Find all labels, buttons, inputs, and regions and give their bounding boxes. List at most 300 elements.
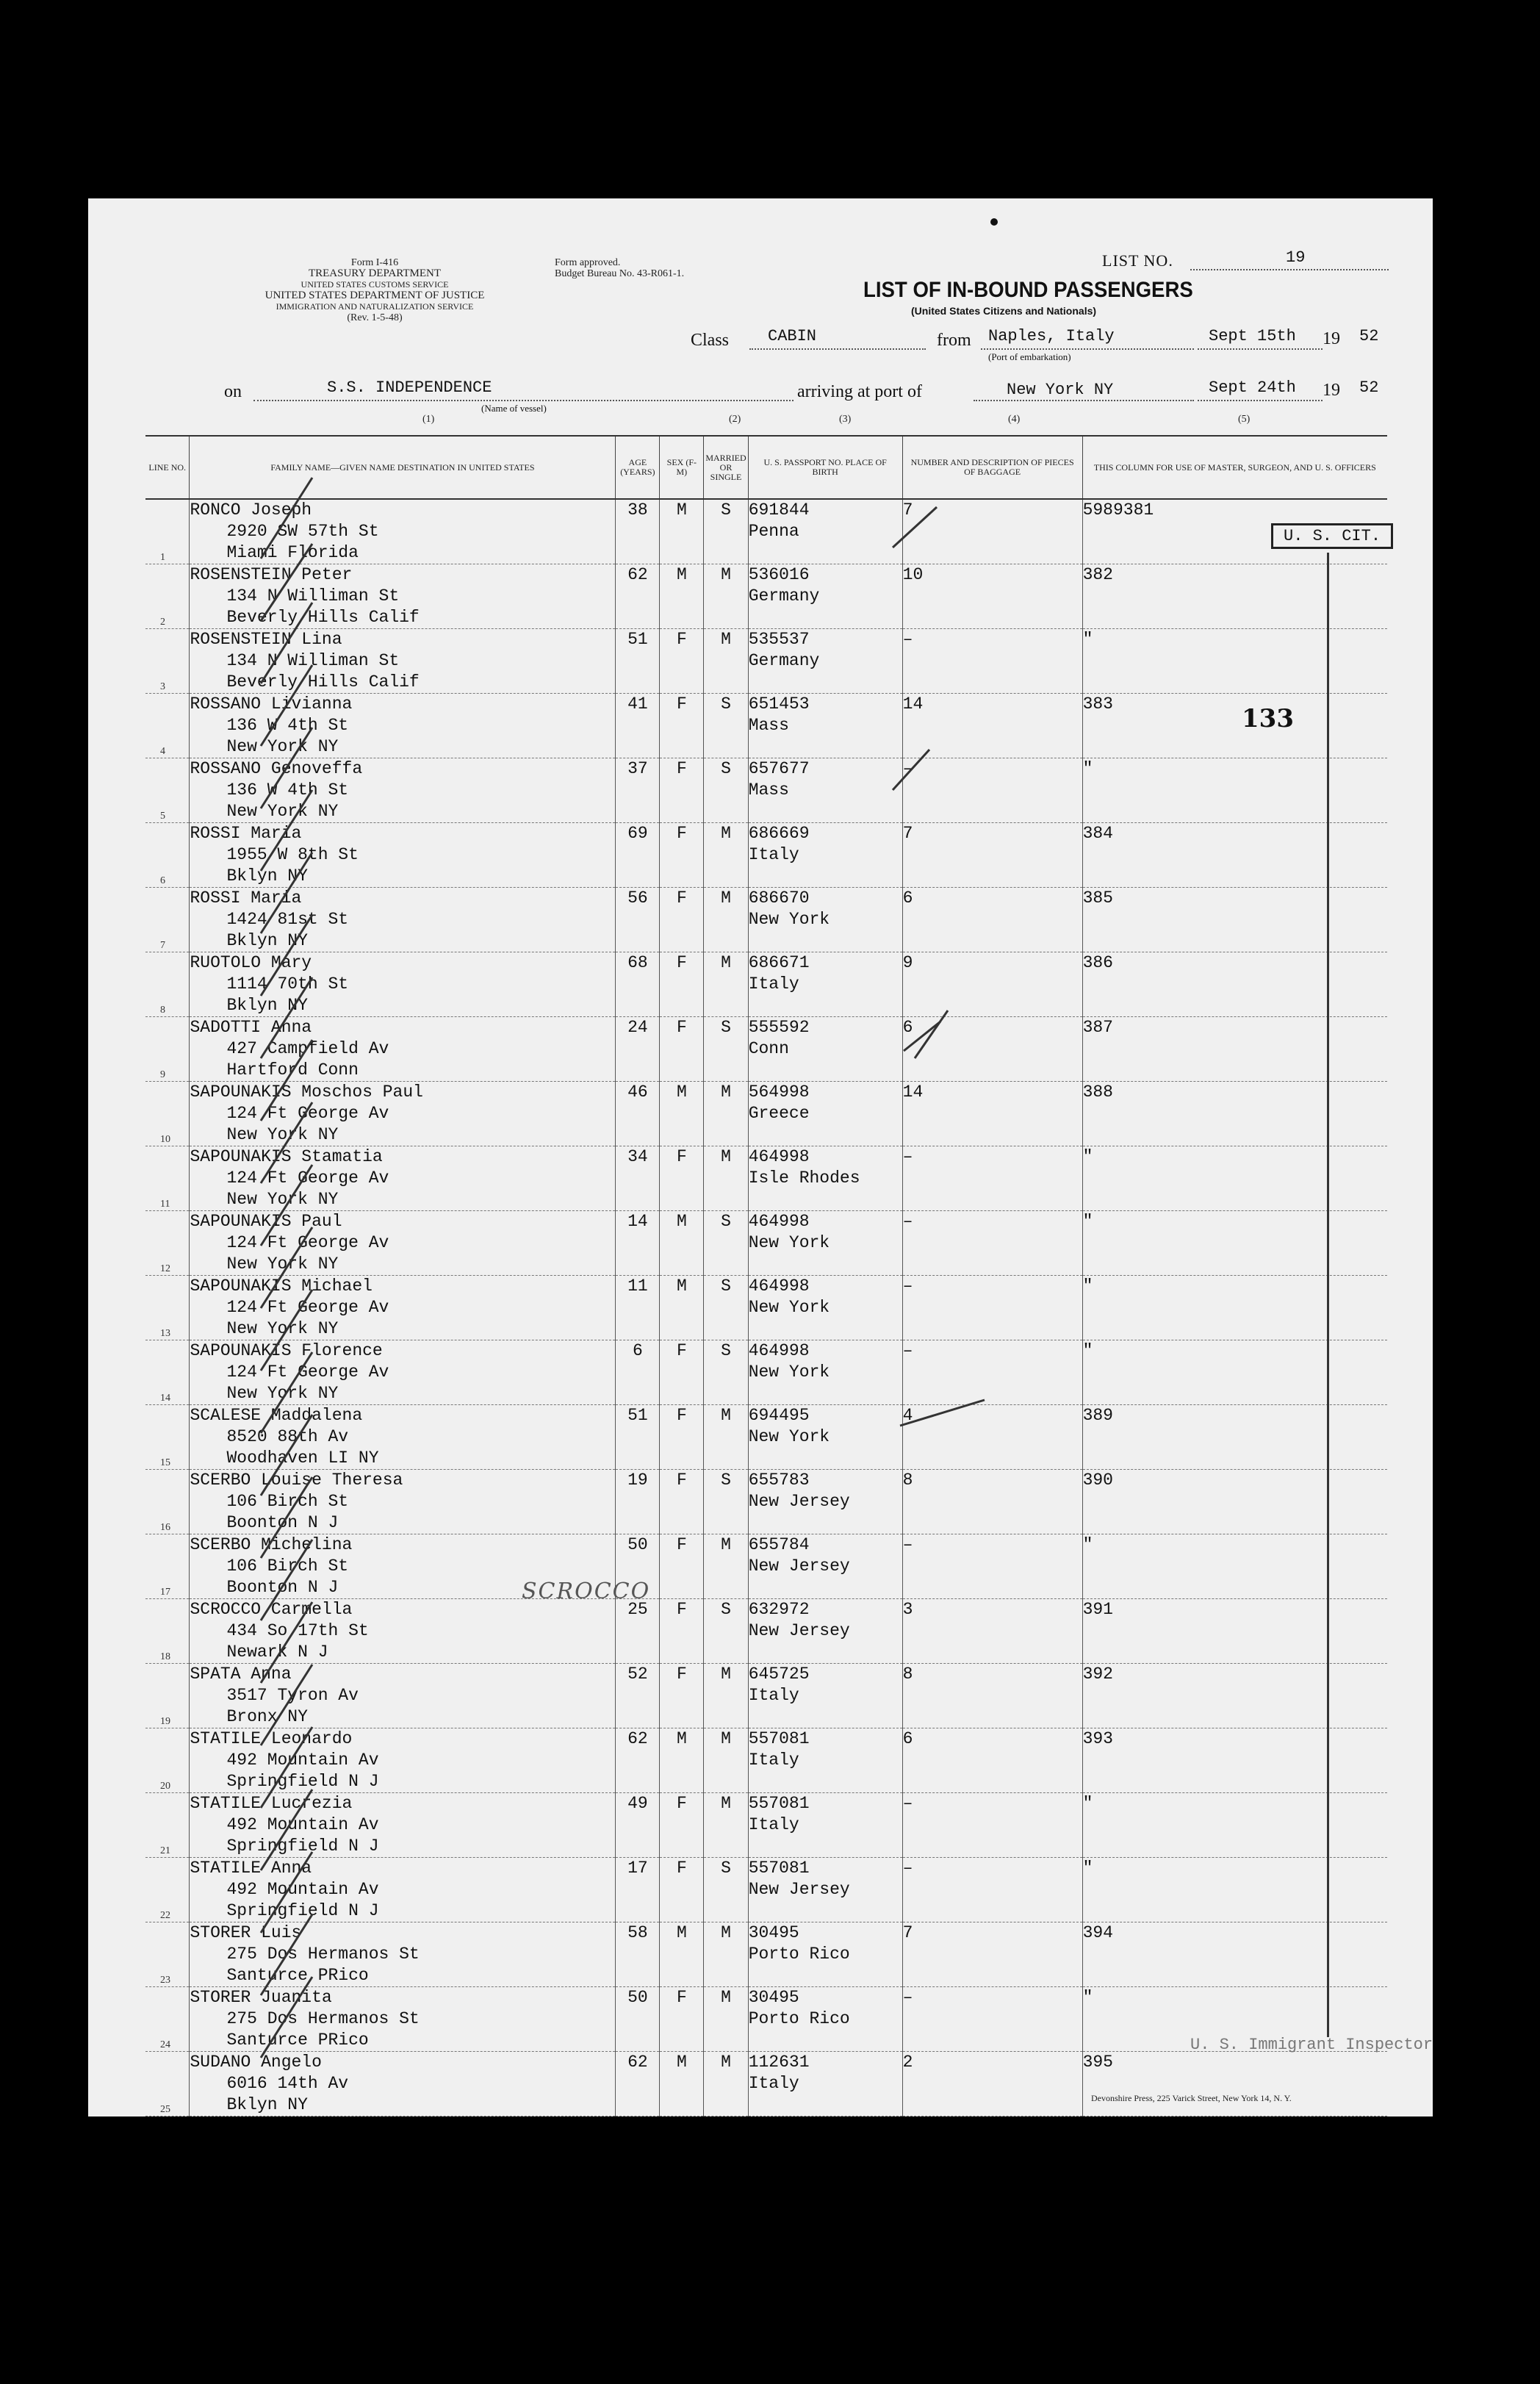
address-city: Springfield N J bbox=[226, 1772, 379, 1791]
baggage-cell: – bbox=[902, 758, 1082, 823]
arriving-label: arriving at port of bbox=[797, 382, 922, 401]
officer-cell: " bbox=[1082, 1534, 1387, 1599]
dept-customs: UNITED STATES CUSTOMS SERVICE bbox=[301, 279, 449, 290]
address-city: Santurce PRico bbox=[226, 1966, 369, 1985]
address-city: Springfield N J bbox=[226, 1901, 379, 1920]
baggage-cell: – bbox=[902, 1340, 1082, 1405]
officer-cell: 393 bbox=[1082, 1728, 1387, 1793]
age-cell: 6 bbox=[616, 1340, 660, 1405]
line-number-text: 2 bbox=[160, 617, 165, 628]
baggage-cell: 2 bbox=[902, 2052, 1082, 2116]
address-street: 134 N Williman St bbox=[226, 586, 400, 606]
passport-number: 30495 bbox=[748, 1923, 799, 1942]
line-number-text: 18 bbox=[160, 1651, 170, 1662]
sex-cell: M bbox=[660, 1082, 704, 1146]
baggage-cell: 6 bbox=[902, 1728, 1082, 1793]
sex-cell: M bbox=[660, 564, 704, 629]
line-number-text: 22 bbox=[160, 1910, 170, 1921]
from-label: from bbox=[937, 331, 971, 350]
age-cell: 37 bbox=[616, 758, 660, 823]
sex-cell: M bbox=[660, 1922, 704, 1987]
officer-cell: 382 bbox=[1082, 564, 1387, 629]
address-city: Bklyn NY bbox=[226, 866, 308, 886]
line-number-text: 12 bbox=[160, 1263, 170, 1274]
address-city: Springfield N J bbox=[226, 1837, 379, 1856]
address-city: Boonton N J bbox=[226, 1578, 339, 1597]
passenger-name: ROSSANO Genoveffa bbox=[190, 759, 363, 778]
place-of-birth: Mass bbox=[748, 780, 789, 800]
address-street: 492 Mountain Av bbox=[226, 1815, 379, 1834]
passenger-name: SUDANO Angelo bbox=[190, 2053, 322, 2072]
passenger-name: STATILE Lucrezia bbox=[190, 1794, 353, 1813]
passenger-name: SAPOUNAKIS Stamatia bbox=[190, 1147, 383, 1166]
check-marks bbox=[261, 478, 985, 2058]
passenger-name: ROSENSTEIN Peter bbox=[190, 565, 353, 584]
departure-year: 52 bbox=[1359, 327, 1379, 345]
col-num-4: (4) bbox=[1008, 414, 1021, 425]
officer-cell: 385 bbox=[1082, 888, 1387, 952]
class-value: CABIN bbox=[768, 327, 817, 345]
sex-cell: F bbox=[660, 758, 704, 823]
dept-treasury: TREASURY DEPARTMENT bbox=[308, 268, 442, 279]
marital-cell: S bbox=[704, 694, 748, 758]
address-city: Woodhaven LI NY bbox=[226, 1448, 379, 1468]
marital-cell: M bbox=[704, 1922, 748, 1987]
passenger-name: SCERBO Louise Theresa bbox=[190, 1471, 403, 1490]
passport-number: 657677 bbox=[748, 759, 810, 778]
address-street: 2920 SW 57th St bbox=[226, 522, 379, 541]
baggage-cell: – bbox=[902, 1211, 1082, 1276]
age-cell: 34 bbox=[616, 1146, 660, 1211]
passenger-name: SAPOUNAKIS Florence bbox=[190, 1341, 383, 1360]
place-of-birth: New Jersey bbox=[748, 1492, 850, 1511]
marital-cell: M bbox=[704, 1534, 748, 1599]
sex-cell: F bbox=[660, 1987, 704, 2052]
line-number-text: 17 bbox=[160, 1587, 170, 1598]
place-of-birth: Italy bbox=[748, 1686, 799, 1705]
sex-cell: F bbox=[660, 1340, 704, 1405]
marital-cell: M bbox=[704, 629, 748, 694]
baggage-cell: – bbox=[902, 1146, 1082, 1211]
place-of-birth: Mass bbox=[748, 716, 789, 735]
address-street: 106 Birch St bbox=[226, 1492, 349, 1511]
passport-number: 686670 bbox=[748, 888, 810, 908]
officer-cell: 387 bbox=[1082, 1017, 1387, 1082]
passenger-name: ROSSI Maria bbox=[190, 824, 302, 843]
age-cell: 38 bbox=[616, 499, 660, 564]
place-of-birth: Italy bbox=[748, 974, 799, 994]
address-city: Boonton N J bbox=[226, 1513, 339, 1532]
officer-cell: " bbox=[1082, 1340, 1387, 1405]
col-num-2: (2) bbox=[729, 414, 741, 425]
passport-number: 464998 bbox=[748, 1147, 810, 1166]
address-city: Bklyn NY bbox=[226, 996, 308, 1015]
marital-cell: S bbox=[704, 1276, 748, 1340]
passport-number: 464998 bbox=[748, 1277, 810, 1296]
sex-cell: F bbox=[660, 1793, 704, 1858]
age-cell: 49 bbox=[616, 1793, 660, 1858]
age-cell: 62 bbox=[616, 2052, 660, 2116]
address-street: 106 Birch St bbox=[226, 1557, 349, 1576]
marital-cell: M bbox=[704, 823, 748, 888]
address-street: 124 Ft George Av bbox=[226, 1362, 389, 1382]
place-of-birth: New Jersey bbox=[748, 1557, 850, 1576]
passport-number: 464998 bbox=[748, 1341, 810, 1360]
address-street: 434 So 17th St bbox=[226, 1621, 369, 1640]
sex-cell: F bbox=[660, 1599, 704, 1664]
passport-number: 30495 bbox=[748, 1988, 799, 2007]
address-street: 1955 W 8th St bbox=[226, 845, 359, 864]
line-number-text: 24 bbox=[160, 2039, 170, 2050]
passport-number: 686671 bbox=[748, 953, 810, 972]
address-street: 1424 81st St bbox=[226, 910, 349, 929]
address-street: 136 W 4th St bbox=[226, 716, 349, 735]
passport-number: 632972 bbox=[748, 1600, 810, 1619]
officer-cell: 391 bbox=[1082, 1599, 1387, 1664]
address-street: 124 Ft George Av bbox=[226, 1168, 389, 1188]
baggage-cell: 14 bbox=[902, 694, 1082, 758]
sex-cell: M bbox=[660, 1276, 704, 1340]
place-of-birth: New York bbox=[748, 1233, 830, 1252]
from-caption: (Port of embarkation) bbox=[988, 351, 1071, 362]
age-cell: 25 bbox=[616, 1599, 660, 1664]
col-num-5: (5) bbox=[1238, 414, 1251, 425]
place-of-birth: Italy bbox=[748, 2074, 799, 2093]
address-street: 275 Dos Hermanos St bbox=[226, 1945, 420, 1964]
place-of-birth: New York bbox=[748, 1427, 830, 1446]
officer-cell: 386 bbox=[1082, 952, 1387, 1017]
passenger-name: SCERBO Michelina bbox=[190, 1535, 353, 1554]
baggage-cell: 7 bbox=[902, 1922, 1082, 1987]
sex-cell: F bbox=[660, 1664, 704, 1728]
marital-cell: S bbox=[704, 1017, 748, 1082]
age-cell: 58 bbox=[616, 1922, 660, 1987]
passenger-name: SCALESE Maddalena bbox=[190, 1406, 363, 1425]
baggage-cell: – bbox=[902, 629, 1082, 694]
place-of-birth: New Jersey bbox=[748, 1880, 850, 1899]
passenger-name: STORER Luis bbox=[190, 1923, 302, 1942]
place-of-birth: Italy bbox=[748, 1751, 799, 1770]
sex-cell: M bbox=[660, 1211, 704, 1276]
line-number-text: 21 bbox=[160, 1845, 170, 1856]
line-number-text: 19 bbox=[160, 1716, 170, 1727]
age-cell: 62 bbox=[616, 564, 660, 629]
address-city: Bklyn NY bbox=[226, 2095, 308, 2114]
address-street: 492 Mountain Av bbox=[226, 1880, 379, 1899]
address-city: Newark N J bbox=[226, 1642, 328, 1662]
place-of-birth: Isle Rhodes bbox=[748, 1168, 860, 1188]
officer-cell: " bbox=[1082, 1146, 1387, 1211]
arrival-year-prefix: 19 bbox=[1323, 381, 1340, 400]
baggage-cell: 10 bbox=[902, 564, 1082, 629]
marital-cell: S bbox=[704, 758, 748, 823]
age-cell: 19 bbox=[616, 1470, 660, 1534]
age-cell: 52 bbox=[616, 1664, 660, 1728]
col-passport: U. S. PASSPORT NO. PLACE OF BIRTH bbox=[748, 436, 902, 499]
address-city: New York NY bbox=[226, 802, 339, 821]
baggage-cell: 6 bbox=[902, 1017, 1082, 1082]
address-city: New York NY bbox=[226, 1254, 339, 1274]
departure-date: Sept 15th bbox=[1209, 327, 1296, 345]
passport-number: 536016 bbox=[748, 565, 810, 584]
address-street: 427 Campfield Av bbox=[226, 1039, 389, 1058]
address-street: 275 Dos Hermanos St bbox=[226, 2009, 420, 2028]
line-number-text: 23 bbox=[160, 1975, 170, 1986]
vessel-name: S.S. INDEPENDENCE bbox=[327, 378, 492, 397]
sex-cell: F bbox=[660, 1405, 704, 1470]
baggage-cell: – bbox=[902, 1534, 1082, 1599]
passenger-name: ROSSANO Livianna bbox=[190, 694, 353, 714]
marital-cell: M bbox=[704, 564, 748, 629]
age-cell: 41 bbox=[616, 694, 660, 758]
marital-cell: S bbox=[704, 499, 748, 564]
age-cell: 24 bbox=[616, 1017, 660, 1082]
address-street: 3517 Tyron Av bbox=[226, 1686, 359, 1705]
baggage-cell: 4 bbox=[902, 1405, 1082, 1470]
officer-cell: " bbox=[1082, 629, 1387, 694]
dept-ins: IMMIGRATION AND NATURALIZATION SERVICE bbox=[276, 301, 474, 312]
col-num-1: (1) bbox=[422, 414, 435, 425]
address-city: New York NY bbox=[226, 1319, 339, 1338]
inspector-title: U. S. Immigrant Inspector bbox=[1190, 2036, 1433, 2054]
marital-cell: M bbox=[704, 1082, 748, 1146]
marital-cell: M bbox=[704, 1793, 748, 1858]
age-cell: 11 bbox=[616, 1276, 660, 1340]
line-number-text: 15 bbox=[160, 1457, 170, 1468]
passport-number: 555592 bbox=[748, 1018, 810, 1037]
age-cell: 17 bbox=[616, 1858, 660, 1922]
arrival-port: New York NY bbox=[1007, 381, 1114, 399]
depart-year-prefix: 19 bbox=[1323, 329, 1340, 348]
sex-cell: F bbox=[660, 952, 704, 1017]
address-city: New York NY bbox=[226, 1190, 339, 1209]
officer-cell: 383 bbox=[1082, 694, 1387, 758]
officer-cell: 390 bbox=[1082, 1470, 1387, 1534]
address-city: New York NY bbox=[226, 1384, 339, 1403]
vessel-caption: (Name of vessel) bbox=[481, 403, 547, 414]
place-of-birth: Porto Rico bbox=[748, 1945, 850, 1964]
form-number: Form I-416 bbox=[350, 257, 399, 268]
baggage-cell: 3 bbox=[902, 1599, 1082, 1664]
form-subtitle: (United States Citizens and Nationals) bbox=[911, 305, 1097, 317]
line-number-text: 16 bbox=[160, 1522, 170, 1533]
place-of-birth: Germany bbox=[748, 586, 820, 606]
line-number-text: 14 bbox=[160, 1393, 170, 1404]
line-number-text: 8 bbox=[160, 1005, 165, 1016]
col-name: FAMILY NAME—GIVEN NAME DESTINATION IN UNITED STATES bbox=[190, 436, 616, 499]
baggage-cell: 14 bbox=[902, 1082, 1082, 1146]
officer-cell: 395 bbox=[1082, 2052, 1387, 2116]
baggage-cell: – bbox=[902, 1987, 1082, 2052]
place-of-birth: Porto Rico bbox=[748, 2009, 850, 2028]
age-cell: 50 bbox=[616, 1534, 660, 1599]
passport-number: 686669 bbox=[748, 824, 810, 843]
place-of-birth: New York bbox=[748, 1298, 830, 1317]
passenger-name: SAPOUNAKIS Michael bbox=[190, 1277, 373, 1296]
address-street: 124 Ft George Av bbox=[226, 1233, 389, 1252]
baggage-cell: 7 bbox=[902, 499, 1082, 564]
line-number-text: 1 bbox=[160, 552, 165, 563]
line-number-text: 13 bbox=[160, 1328, 170, 1339]
officer-cell: 394 bbox=[1082, 1922, 1387, 1987]
dept-justice: UNITED STATES DEPARTMENT OF JUSTICE bbox=[265, 290, 485, 301]
sex-cell: F bbox=[660, 1534, 704, 1599]
place-of-birth: Conn bbox=[748, 1039, 789, 1058]
passport-number: 655784 bbox=[748, 1535, 810, 1554]
marital-cell: M bbox=[704, 1987, 748, 2052]
passport-number: 655783 bbox=[748, 1471, 810, 1490]
line-number-text: 10 bbox=[160, 1134, 170, 1145]
place-of-birth: Germany bbox=[748, 651, 820, 670]
sex-cell: F bbox=[660, 1017, 704, 1082]
printer-footer: Devonshire Press, 225 Varick Street, New York 14, N. Y. bbox=[1091, 2093, 1292, 2103]
age-cell: 46 bbox=[616, 1082, 660, 1146]
baggage-cell: 8 bbox=[902, 1470, 1082, 1534]
list-no-label: LIST NO. bbox=[1102, 251, 1173, 270]
passenger-name: RONCO Joseph bbox=[190, 500, 312, 520]
marital-cell: M bbox=[704, 2052, 748, 2116]
passenger-name: SAPOUNAKIS Paul bbox=[190, 1212, 342, 1231]
arrival-date: Sept 24th bbox=[1209, 378, 1296, 397]
budget-bureau: Budget Bureau No. 43-R061-1. bbox=[555, 268, 685, 279]
passenger-count: 133 bbox=[1242, 704, 1294, 733]
address-street: 8520 88th Av bbox=[226, 1427, 349, 1446]
address-city: Beverly Hills Calif bbox=[226, 608, 420, 627]
line-number-text: 5 bbox=[160, 811, 165, 822]
marital-cell: S bbox=[704, 1858, 748, 1922]
address-street: 134 N Williman St bbox=[226, 651, 400, 670]
passenger-name: STATILE Leonardo bbox=[190, 1729, 353, 1748]
passenger-name: RUOTOLO Mary bbox=[190, 953, 312, 972]
line-number-text: 25 bbox=[160, 2104, 170, 2115]
officer-cell: " bbox=[1082, 1987, 1387, 2052]
address-city: Bronx NY bbox=[226, 1707, 308, 1726]
place-of-birth: New Jersey bbox=[748, 1621, 850, 1640]
class-label: Class bbox=[691, 331, 730, 350]
line-number-text: 7 bbox=[160, 940, 165, 951]
col-line-no: LINE NO. bbox=[145, 436, 190, 499]
officer-cell: " bbox=[1082, 1858, 1387, 1922]
line-number-text: 20 bbox=[160, 1781, 170, 1792]
age-cell: 56 bbox=[616, 888, 660, 952]
place-of-birth: New York bbox=[748, 1362, 830, 1382]
address-city: Santurce PRico bbox=[226, 2031, 369, 2050]
officer-cell: 392 bbox=[1082, 1664, 1387, 1728]
passport-number: 645725 bbox=[748, 1665, 810, 1684]
passenger-name: ROSSI Maria bbox=[190, 888, 302, 908]
age-cell: 14 bbox=[616, 1211, 660, 1276]
list-no-value: 19 bbox=[1286, 248, 1306, 267]
officer-cell: 384 bbox=[1082, 823, 1387, 888]
sex-cell: M bbox=[660, 2052, 704, 2116]
passport-number: 464998 bbox=[748, 1212, 810, 1231]
on-label: on bbox=[224, 382, 242, 401]
marital-cell: S bbox=[704, 1599, 748, 1664]
place-of-birth: Penna bbox=[748, 522, 799, 541]
address-city: New York NY bbox=[226, 1125, 339, 1144]
line-number-text: 3 bbox=[160, 681, 165, 692]
marital-cell: S bbox=[704, 1340, 748, 1405]
baggage-cell: 9 bbox=[902, 952, 1082, 1017]
sex-cell: F bbox=[660, 888, 704, 952]
embarkation-port: Naples, Italy bbox=[988, 327, 1115, 345]
marital-cell: M bbox=[704, 1728, 748, 1793]
place-of-birth: Greece bbox=[748, 1104, 810, 1123]
address-city: Hartford Conn bbox=[226, 1060, 359, 1080]
age-cell: 68 bbox=[616, 952, 660, 1017]
passport-number: 691844 bbox=[748, 500, 810, 520]
place-of-birth: New York bbox=[748, 910, 830, 929]
officer-cell: " bbox=[1082, 1793, 1387, 1858]
address-city: Beverly Hills Calif bbox=[226, 672, 420, 692]
address-street: 124 Ft George Av bbox=[226, 1104, 389, 1123]
passport-number: 651453 bbox=[748, 694, 810, 714]
place-of-birth: Italy bbox=[748, 845, 799, 864]
address-city: New York NY bbox=[226, 737, 339, 756]
passenger-name: ROSENSTEIN Lina bbox=[190, 630, 342, 649]
age-cell: 62 bbox=[616, 1728, 660, 1793]
marital-cell: M bbox=[704, 888, 748, 952]
baggage-cell: 6 bbox=[902, 888, 1082, 952]
col-married: MARRIED OR SINGLE bbox=[704, 436, 748, 499]
sex-cell: F bbox=[660, 1858, 704, 1922]
form-approved: Form approved. bbox=[555, 257, 621, 268]
age-cell: 69 bbox=[616, 823, 660, 888]
passenger-name: STATILE Anna bbox=[190, 1859, 312, 1878]
passport-number: 557081 bbox=[748, 1859, 810, 1878]
address-city: Bklyn NY bbox=[226, 931, 308, 950]
address-street: 136 W 4th St bbox=[226, 780, 349, 800]
baggage-cell: – bbox=[902, 1858, 1082, 1922]
address-street: 124 Ft George Av bbox=[226, 1298, 389, 1317]
passport-number: 557081 bbox=[748, 1794, 810, 1813]
sex-cell: M bbox=[660, 499, 704, 564]
address-city: Miami Florida bbox=[226, 543, 359, 562]
marital-cell: M bbox=[704, 952, 748, 1017]
officer-cell: " bbox=[1082, 758, 1387, 823]
handwritten-correction: SCROCCO bbox=[522, 1579, 651, 1604]
sex-cell: F bbox=[660, 1470, 704, 1534]
col-baggage: NUMBER AND DESCRIPTION OF PIECES OF BAGGAGE bbox=[902, 436, 1082, 499]
col-age: AGE (YEARS) bbox=[616, 436, 660, 499]
address-street: 1114 70th St bbox=[226, 974, 349, 994]
passenger-name: SAPOUNAKIS Moschos Paul bbox=[190, 1083, 423, 1102]
sex-cell: F bbox=[660, 1146, 704, 1211]
marital-cell: S bbox=[704, 1470, 748, 1534]
officer-cell: 389 bbox=[1082, 1405, 1387, 1470]
address-street: 6016 14th Av bbox=[226, 2074, 349, 2093]
marital-cell: S bbox=[704, 1211, 748, 1276]
age-cell: 51 bbox=[616, 629, 660, 694]
officer-cell: " bbox=[1082, 1276, 1387, 1340]
passenger-name: SCROCCO Carmella bbox=[190, 1600, 353, 1619]
sex-cell: M bbox=[660, 1728, 704, 1793]
marital-cell: M bbox=[704, 1405, 748, 1470]
baggage-cell: – bbox=[902, 1793, 1082, 1858]
line-number-text: 4 bbox=[160, 746, 165, 757]
passport-number: 557081 bbox=[748, 1729, 810, 1748]
officer-cell: 5989381 bbox=[1082, 499, 1387, 564]
age-cell: 51 bbox=[616, 1405, 660, 1470]
baggage-cell: 7 bbox=[902, 823, 1082, 888]
passenger-name: SADOTTI Anna bbox=[190, 1018, 312, 1037]
passport-number: 564998 bbox=[748, 1083, 810, 1102]
officer-cell: " bbox=[1082, 1211, 1387, 1276]
line-number-text: 9 bbox=[160, 1069, 165, 1080]
sex-cell: F bbox=[660, 694, 704, 758]
baggage-cell: – bbox=[902, 1276, 1082, 1340]
officer-cell: 388 bbox=[1082, 1082, 1387, 1146]
